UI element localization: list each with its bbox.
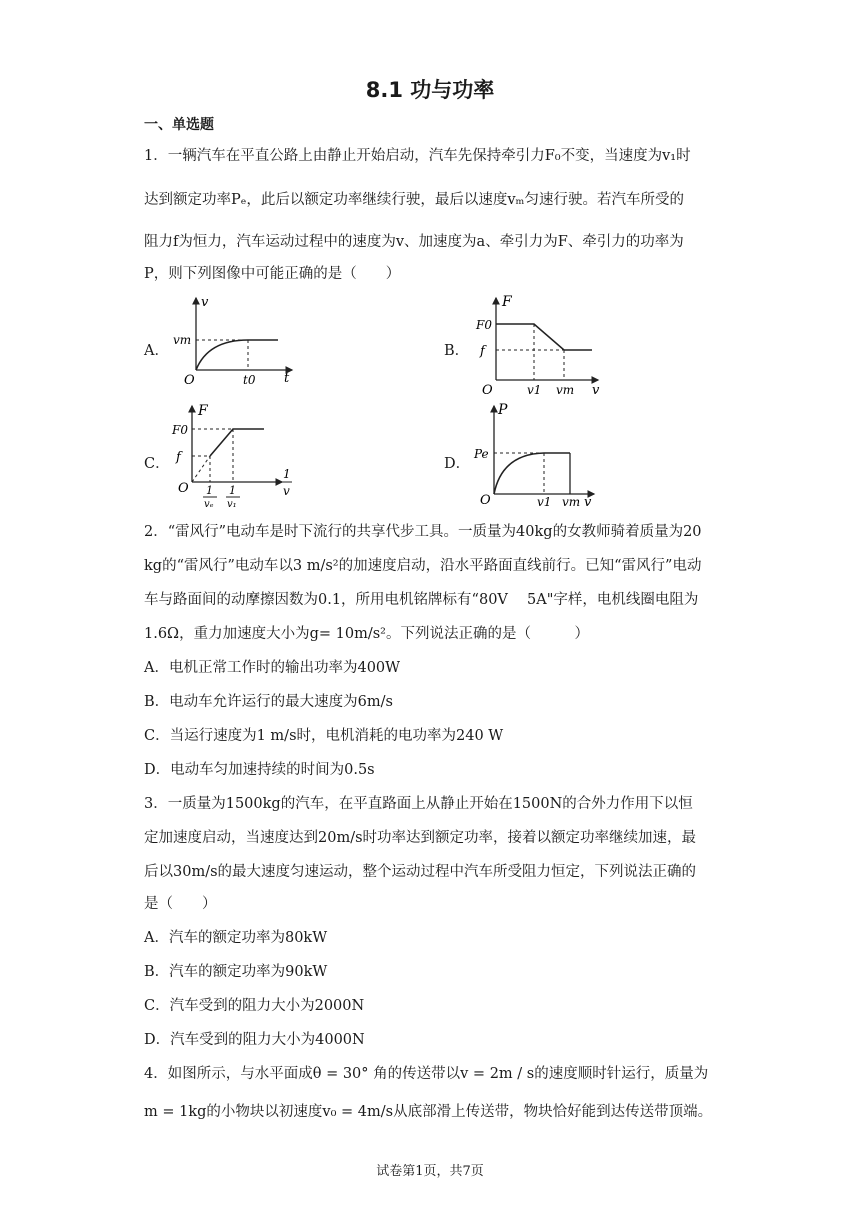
q2-line-4: 1.6Ω，重力加速度大小为g= 10m/s²。下列说法正确的是（ ）: [144, 626, 589, 642]
x-mark-label: t0: [243, 373, 256, 387]
q2-option-c: C．当运行速度为1 m/s时，电机消耗的电功率为240 W: [144, 728, 504, 744]
q3-option-c: C．汽车受到的阻力大小为2000N: [144, 998, 365, 1014]
q2-line-2: kg的“雷风行”电动车以3 m/s²的加速度启动，沿水平路面直线前行。已知“雷风行”电动: [144, 558, 702, 574]
q1-graph-a: [168, 294, 298, 388]
q3-line-4: 是（ ）: [144, 896, 217, 912]
q1-option-c-label: C．: [144, 456, 170, 472]
y-mark-2-label: f: [176, 450, 181, 465]
x-mark-2-numerator: 1: [229, 484, 236, 497]
y-mark-1-label: F0: [172, 423, 188, 437]
q4-line-1: 4．如图所示，与水平面成θ = 30° 角的传送带以v = 2m / s的速度顺时针运行，质量为: [144, 1066, 709, 1082]
x-mark-2-label: vm: [556, 383, 575, 397]
q3-line-1: 3．一质量为1500kg的汽车，在平直路面上从静止开始在1500N的合外力作用下以恒: [144, 796, 693, 812]
q3-line-2: 定加速度启动，当速度达到20m/s时功率达到额定功率，接着以额定功率继续加速，最: [144, 830, 697, 846]
curve: [196, 340, 248, 370]
y-axis-label: v: [201, 295, 209, 310]
y-axis-label: F: [502, 294, 512, 310]
q4-line-2: m = 1kg的小物块以初速度v₀ = 4m/s从底部滑上传送带，物块恰好能到达传送带顶端。: [144, 1104, 713, 1120]
q1-option-a-label: A．: [144, 343, 169, 359]
q1-option-b-label: B．: [444, 343, 470, 359]
q1-line-3: 阻力f为恒力，汽车运动过程中的速度为v、加速度为a、牵引力为F、牵引力的功率为: [144, 234, 684, 250]
x-mark-1-label: v1: [537, 495, 552, 509]
q1-line-4: P，则下列图像中可能正确的是（ ）: [144, 266, 401, 282]
force-line: [496, 324, 592, 350]
x-axis-label: v: [584, 495, 592, 510]
q2-option-d: D．电动车匀加速持续的时间为0.5s: [144, 762, 375, 778]
x-axis-label: t: [284, 371, 290, 386]
q1-line-1: 1．一辆汽车在平直公路上由静止开始启动，汽车先保持牵引力F₀不变，当速度为v₁时: [144, 148, 691, 164]
q3-line-3: 后以30m/s的最大速度匀速运动，整个运动过程中汽车所受阻力恒定，下列说法正确的: [144, 864, 697, 880]
origin-label: O: [482, 383, 493, 398]
q3-option-a: A．汽车的额定功率为80kW: [144, 930, 328, 946]
q3-option-b: B．汽车的额定功率为90kW: [144, 964, 328, 980]
y-mark-label: Pe: [474, 447, 489, 461]
q1-graph-c: [168, 402, 302, 510]
y-mark-1-label: F0: [476, 318, 492, 332]
x-mark-1-denominator: vₑ: [204, 499, 214, 510]
q2-line-3: 车与路面间的动摩擦因数为0.1，所用电机铭牌标有“80V 5A"字样，电机线圈电阻为: [144, 592, 699, 608]
y-axis-label: P: [498, 402, 508, 418]
y-mark-2-label: f: [480, 344, 485, 359]
origin-label: O: [178, 481, 189, 496]
x-axis-label: v: [592, 383, 600, 398]
power-curve: [494, 453, 544, 494]
q2-option-a: A．电机正常工作时的输出功率为400W: [144, 660, 401, 676]
x-axis-denominator: v: [283, 484, 290, 498]
q1-graph-d: [472, 402, 602, 510]
page-title: 8.1 功与功率: [365, 78, 495, 102]
origin-label: O: [480, 493, 491, 508]
x-mark-2-label: vm: [562, 495, 581, 509]
origin-label: O: [184, 373, 195, 388]
x-mark-2-denominator: v₁: [227, 499, 237, 510]
q1-option-d-label: D．: [444, 456, 471, 472]
page-footer: 试卷第1页，共7页: [376, 1164, 484, 1179]
section-heading: 一、单选题: [144, 117, 214, 133]
x-mark-1-numerator: 1: [206, 484, 213, 497]
q1-line-2: 达到额定功率Pₑ，此后以额定功率继续行驶，最后以速度vₘ匀速行驶。若汽车所受的: [144, 192, 684, 208]
x-mark-1-label: v1: [527, 383, 542, 397]
q2-line-1: 2．“雷风行”电动车是时下流行的共享代步工具。一质量为40kg的女教师骑着质量为20: [144, 524, 702, 540]
q3-option-d: D．汽车受到的阻力大小为4000N: [144, 1032, 365, 1048]
y-mark-label: vm: [173, 333, 192, 347]
q2-option-b: B．电动车允许运行的最大速度为6m/s: [144, 694, 393, 710]
x-axis-numerator: 1: [283, 467, 291, 481]
y-axis-label: F: [198, 403, 208, 419]
force-line: [210, 429, 264, 456]
dashed-extension: [192, 456, 210, 482]
q1-graph-b: [472, 292, 612, 400]
